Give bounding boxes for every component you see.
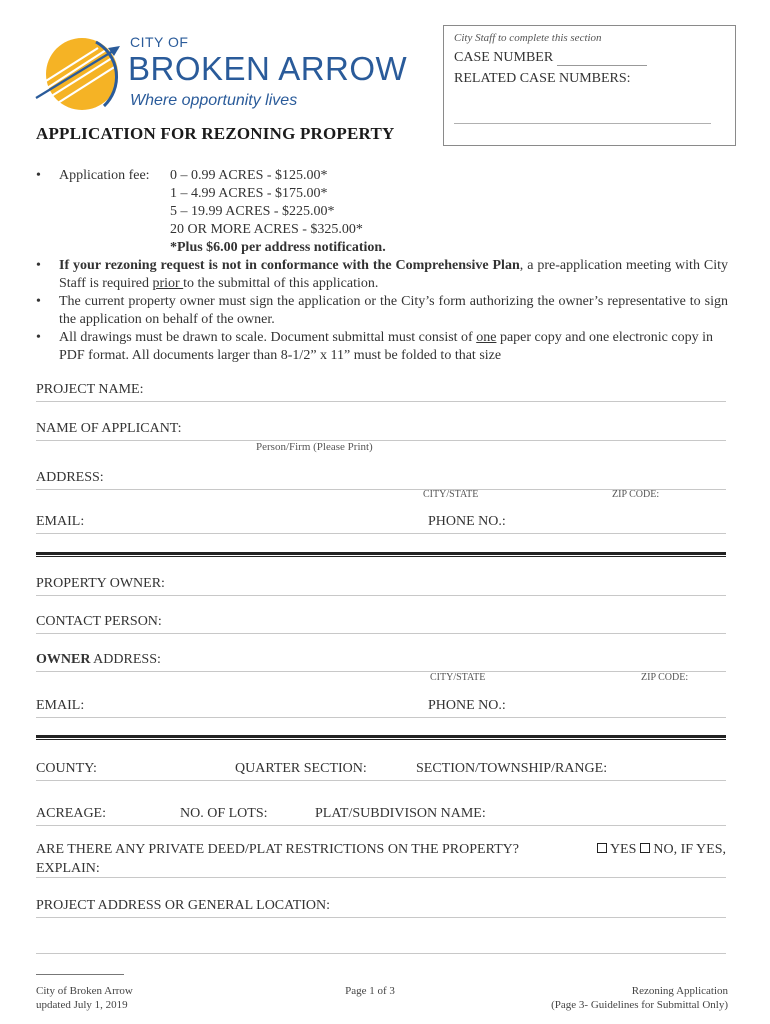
city-staff-box xyxy=(443,25,736,146)
staff-box-note: City Staff to complete this section xyxy=(454,32,602,44)
logo-tagline: Where opportunity lives xyxy=(130,92,298,109)
list-item xyxy=(36,293,728,329)
email-label: EMAIL: xyxy=(36,514,85,529)
list-item-text: The current property owner must sign the application or the City’s form authorizing the owner’s representative to sign the application on behalf of the owner. xyxy=(59,294,728,327)
city-state-caption: CITY/STATE xyxy=(423,489,479,500)
fee-label: Application fee: xyxy=(59,168,150,183)
owner-zip-code-caption: ZIP CODE: xyxy=(641,672,689,683)
footer-page-number: Page 1 of 3 xyxy=(345,985,395,997)
fee-item: 20 OR MORE ACRES - $325.00* xyxy=(170,222,363,237)
project-name-label: PROJECT NAME: xyxy=(36,382,144,397)
owner-phone-label: PHONE NO.: xyxy=(428,698,506,713)
list-item-text: , a pre-application meeting with City Staff is required xyxy=(59,258,729,291)
fee-item: 5 – 19.99 ACRES - $225.00* xyxy=(170,204,335,219)
case-number-label: CASE NUMBER xyxy=(454,50,554,65)
yes-label: YES xyxy=(609,842,637,857)
section-township-range-label: SECTION/TOWNSHIP/RANGE: xyxy=(416,761,608,776)
no-of-lots-label: NO. OF LOTS: xyxy=(180,806,268,821)
location-row[interactable] xyxy=(36,761,726,781)
property-owner-label: PROPERTY OWNER: xyxy=(36,576,165,591)
list-item-text: All drawings must be drawn to scale. Document submittal must consist of xyxy=(59,330,477,345)
owner-city-state-caption: CITY/STATE xyxy=(430,672,486,683)
address-label: ADDRESS: xyxy=(36,470,104,485)
project-name-field[interactable] xyxy=(36,382,726,402)
phone-label: PHONE NO.: xyxy=(428,514,506,529)
deed-restrictions-label: ARE THERE ANY PRIVATE DEED/PLAT RESTRICTIONS ON THE PROPERTY? xyxy=(36,842,519,857)
county-label: COUNTY: xyxy=(36,761,97,776)
no-checkbox[interactable] xyxy=(640,843,650,853)
owner-address-label xyxy=(36,652,161,668)
footer-updated: updated July 1, 2019 xyxy=(36,999,128,1011)
owner-contact-row[interactable] xyxy=(36,698,726,718)
sun-arrow-logo-icon xyxy=(34,36,126,112)
plat-subdivision-label: PLAT/SUBDIVISON NAME: xyxy=(315,806,486,821)
contact-person-label: CONTACT PERSON: xyxy=(36,614,162,629)
instructions-list xyxy=(36,167,728,365)
deed-restrictions-question xyxy=(36,840,726,878)
bullet-icon: • xyxy=(36,258,41,273)
case-number-line xyxy=(557,52,647,66)
owner-email-label: EMAIL: xyxy=(36,698,85,713)
yes-checkbox[interactable] xyxy=(597,843,607,853)
footer-right xyxy=(551,984,728,1012)
person-firm-caption: Person/Firm (Please Print) xyxy=(256,441,373,453)
project-address-label: PROJECT ADDRESS OR GENERAL LOCATION: xyxy=(36,898,331,913)
zip-code-caption: ZIP CODE: xyxy=(612,489,660,500)
logo-city-of: CITY OF xyxy=(130,34,189,50)
logo-brand-name: BROKEN ARROW xyxy=(128,50,408,87)
list-item-emphasis: prior xyxy=(152,276,184,291)
section-divider xyxy=(36,552,726,557)
project-address-line-2[interactable] xyxy=(36,953,726,954)
list-item-emphasis: one xyxy=(476,330,497,345)
contact-person-field[interactable] xyxy=(36,614,726,634)
fee-item: 1 – 4.99 ACRES - $175.00* xyxy=(170,186,328,201)
page-title: APPLICATION FOR REZONING PROPERTY xyxy=(36,124,395,143)
bullet-icon: • xyxy=(36,168,41,183)
comprehensive-plan-warning: If your rezoning request is not in conformance with the Comprehensive Plan xyxy=(59,258,520,273)
applicant-name-label: NAME OF APPLICANT: xyxy=(36,421,182,436)
fee-note: *Plus $6.00 per address notification. xyxy=(170,240,386,255)
project-address-field[interactable] xyxy=(36,898,726,918)
list-item-text: paper copy and one electronic copy in PDF format. All documents larger than 8-1/2” x 11” must be folded to that size xyxy=(59,330,713,363)
fee-list xyxy=(170,167,386,257)
bullet-icon: • xyxy=(36,294,41,309)
acreage-label: ACREAGE: xyxy=(36,806,106,821)
quarter-section-label: QUARTER SECTION: xyxy=(235,761,367,776)
footer-doc-subtitle: (Page 3- Guidelines for Submittal Only) xyxy=(551,999,728,1011)
applicant-name-field[interactable] xyxy=(36,421,726,441)
city-logo xyxy=(34,30,434,116)
property-owner-field[interactable] xyxy=(36,576,726,596)
footer-doc-title: Rezoning Application xyxy=(631,985,728,997)
owner-bold-label: OWNER xyxy=(36,652,91,667)
no-label: NO, IF YES, xyxy=(653,842,726,857)
applicant-contact-row[interactable] xyxy=(36,514,726,534)
footer-rule xyxy=(36,974,124,975)
acreage-row[interactable] xyxy=(36,806,726,826)
related-case-numbers-line[interactable] xyxy=(454,123,711,124)
related-case-numbers-label: RELATED CASE NUMBERS: xyxy=(454,71,631,86)
list-item xyxy=(36,257,728,293)
list-item xyxy=(36,329,728,365)
list-item xyxy=(36,167,728,257)
bullet-icon: • xyxy=(36,330,41,345)
case-number-field[interactable] xyxy=(454,50,725,66)
explain-line[interactable] xyxy=(36,877,726,878)
list-item-text: to the submittal of this application. xyxy=(183,276,379,291)
owner-address-label-text: ADDRESS: xyxy=(90,652,161,667)
fee-item: 0 – 0.99 ACRES - $125.00* xyxy=(170,168,328,183)
owner-address-field[interactable] xyxy=(36,652,726,672)
footer-org: City of Broken Arrow xyxy=(36,985,133,997)
section-divider xyxy=(36,735,726,740)
applicant-address-field[interactable] xyxy=(36,470,726,490)
explain-label: EXPLAIN: xyxy=(36,861,100,876)
